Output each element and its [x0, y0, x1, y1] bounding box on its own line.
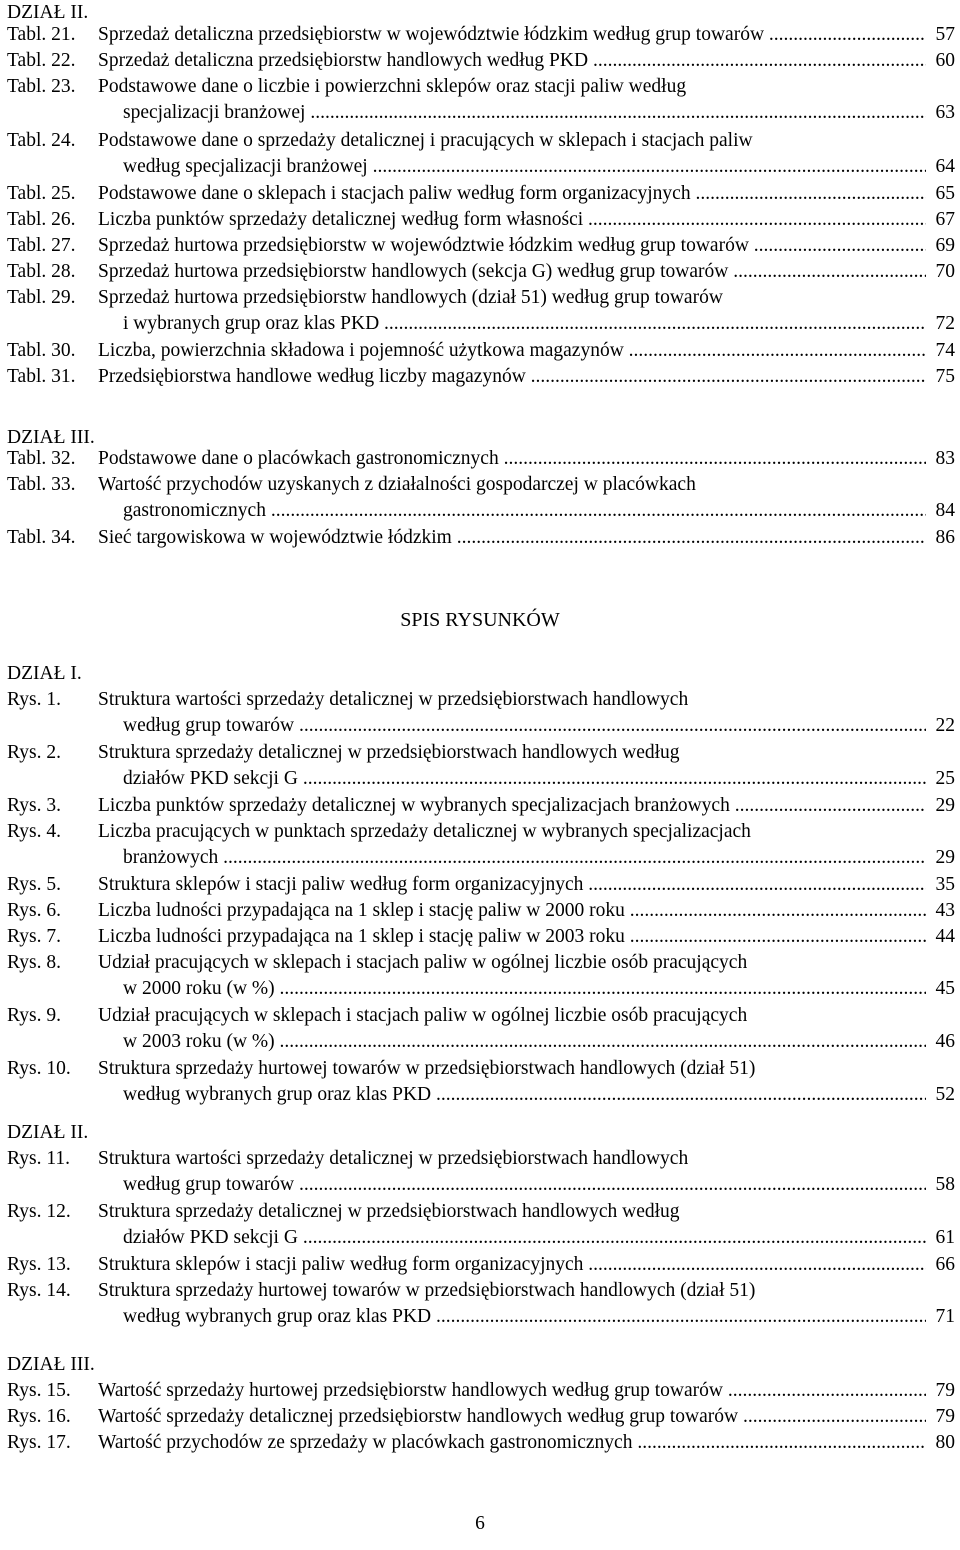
toc-entry-label: Rys. 8. — [7, 952, 61, 973]
toc-entry-label: Tabl. 29. — [7, 287, 76, 308]
toc-entry-title: gastronomicznych ..... — [123, 498, 926, 524]
toc-entry-title: Struktura wartości sprzedaży detalicznej w przedsiębiorstwach handlowych — [98, 1148, 689, 1169]
toc-entry-page-number: 66 — [935, 1254, 955, 1275]
toc-entry-label: Tabl. 25. — [7, 183, 76, 204]
toc-entry-label: Rys. 6. — [7, 900, 61, 921]
toc-entry-label: Tabl. 34. — [7, 527, 76, 548]
toc-entry-label: Rys. 3. — [7, 795, 61, 816]
toc-entry-page-number: 80 — [935, 1432, 955, 1453]
toc-entry-label: Tabl. 22. — [7, 50, 76, 71]
toc-entry-label: Tabl. 24. — [7, 130, 76, 151]
toc-entry-label: Tabl. 27. — [7, 235, 76, 256]
toc-entry-page-number: 84 — [935, 500, 955, 521]
toc-entry-label: Tabl. 33. — [7, 474, 76, 495]
toc-entry-page-number: 29 — [935, 847, 955, 868]
toc-entry-title: Sprzedaż hurtowa przedsiębiorstw handlowych (sekcja G) według grup towarów ..... — [98, 259, 926, 285]
toc-entry-label: Rys. 16. — [7, 1406, 71, 1427]
toc-entry-page-number: 46 — [935, 1031, 955, 1052]
toc-entry-title: Liczba punktów sprzedaży detalicznej w wybranych specjalizacjach branżowych ..... — [98, 793, 926, 819]
toc-entry-title: działów PKD sekcji G ..... — [123, 766, 926, 792]
toc-entry-title: Liczba pracujących w punktach sprzedaży detalicznej w wybranych specjalizacjach — [98, 821, 751, 842]
toc-entry-label: Rys. 4. — [7, 821, 61, 842]
toc-entry-label: Rys. 1. — [7, 689, 61, 710]
list-of-figures-title: SPIS RYSUNKÓW — [400, 609, 560, 631]
toc-entry-title: Sprzedaż detaliczna przedsiębiorstw w województwie łódzkim według grup towarów ..... — [98, 22, 926, 48]
toc-entry-label: Tabl. 30. — [7, 340, 76, 361]
toc-entry-page-number: 43 — [935, 900, 955, 921]
toc-entry-title: Wartość przychodów ze sprzedaży w placówkach gastronomicznych ..... — [98, 1430, 926, 1456]
section-heading-dzial-i: DZIAŁ I. — [7, 663, 82, 684]
toc-entry-label: Rys. 5. — [7, 874, 61, 895]
toc-entry-label: Tabl. 26. — [7, 209, 76, 230]
toc-entry-label: Rys. 15. — [7, 1380, 71, 1401]
toc-entry-title: Sprzedaż detaliczna przedsiębiorstw handlowych według PKD ..... — [98, 48, 926, 74]
toc-entry-title: według specjalizacji branżowej ..... — [123, 154, 926, 180]
toc-entry-title: Sprzedaż hurtowa przedsiębiorstw handlowych (dział 51) według grup towarów — [98, 287, 723, 308]
toc-entry-page-number: 60 — [935, 50, 955, 71]
toc-entry-title: Liczba ludności przypadająca na 1 sklep i stację paliw w 2000 roku ..... — [98, 898, 926, 924]
toc-entry-label: Rys. 9. — [7, 1005, 61, 1026]
toc-entry-label: Rys. 11. — [7, 1148, 70, 1169]
toc-entry-title: według wybranych grup oraz klas PKD ..... — [123, 1082, 926, 1108]
toc-entry-title: Liczba ludności przypadająca na 1 sklep i stację paliw w 2003 roku ..... — [98, 924, 926, 950]
toc-entry-title: według wybranych grup oraz klas PKD ..... — [123, 1304, 926, 1330]
toc-entry-page-number: 63 — [935, 102, 955, 123]
toc-entry-title: Podstawowe dane o placówkach gastronomicznych ..... — [98, 446, 926, 472]
toc-entry-page-number: 65 — [935, 183, 955, 204]
page-number: 6 — [475, 1513, 485, 1534]
toc-entry-title: Przedsiębiorstwa handlowe według liczby magazynów ..... — [98, 364, 926, 390]
toc-entry-page-number: 29 — [935, 795, 955, 816]
toc-entry-label: Rys. 10. — [7, 1058, 71, 1079]
toc-entry-title: Struktura sklepów i stacji paliw według form organizacyjnych ..... — [98, 872, 926, 898]
toc-entry-title: branżowych ..... — [123, 845, 926, 871]
toc-entry-title: Struktura sprzedaży hurtowej towarów w przedsiębiorstwach handlowych (dział 51) — [98, 1058, 756, 1079]
toc-entry-label: Tabl. 21. — [7, 24, 76, 45]
toc-entry-page-number: 86 — [935, 527, 955, 548]
toc-entry-label: Rys. 2. — [7, 742, 61, 763]
toc-entry-page-number: 70 — [935, 261, 955, 282]
toc-entry-title: Sieć targowiskowa w województwie łódzkim ..... — [98, 525, 926, 551]
toc-entry-title: specjalizacji branżowej ..... — [123, 100, 926, 126]
toc-entry-label: Tabl. 23. — [7, 76, 76, 97]
toc-entry-title: w 2003 roku (w %) ..... — [123, 1029, 926, 1055]
toc-entry-label: Tabl. 31. — [7, 366, 76, 387]
toc-entry-title: Struktura sprzedaży detalicznej w przedsiębiorstwach handlowych według — [98, 742, 680, 763]
toc-entry-page-number: 79 — [935, 1406, 955, 1427]
toc-entry-title: Wartość sprzedaży hurtowej przedsiębiorstw handlowych według grup towarów ..... — [98, 1378, 926, 1404]
toc-entry-title: Struktura sklepów i stacji paliw według form organizacyjnych ..... — [98, 1252, 926, 1278]
toc-entry-title: w 2000 roku (w %) ..... — [123, 976, 926, 1002]
toc-entry-title: i wybranych grup oraz klas PKD ..... — [123, 311, 926, 337]
toc-entry-title: Struktura sprzedaży hurtowej towarów w przedsiębiorstwach handlowych (dział 51) — [98, 1280, 756, 1301]
toc-entry-page-number: 45 — [935, 978, 955, 999]
toc-entry-title: Sprzedaż hurtowa przedsiębiorstw w województwie łódzkim według grup towarów ..... — [98, 233, 926, 259]
toc-entry-title: Liczba punktów sprzedaży detalicznej według form własności ..... — [98, 207, 926, 233]
section-heading-dzial-ii-figures: DZIAŁ II. — [7, 1122, 89, 1143]
section-heading-dzial-ii: DZIAŁ II. — [7, 2, 89, 23]
toc-entry-title: Wartość przychodów uzyskanych z działalności gospodarczej w placówkach — [98, 474, 696, 495]
toc-entry-title: Podstawowe dane o liczbie i powierzchni sklepów oraz stacji paliw według — [98, 76, 687, 97]
toc-entry-title: według grup towarów ..... — [123, 1172, 926, 1198]
toc-entry-title: Liczba, powierzchnia składowa i pojemność użytkowa magazynów ..... — [98, 338, 926, 364]
toc-entry-page-number: 79 — [935, 1380, 955, 1401]
toc-entry-label: Rys. 7. — [7, 926, 61, 947]
toc-entry-title: Udział pracujących w sklepach i stacjach paliw w ogólnej liczbie osób pracujących — [98, 1005, 748, 1026]
toc-entry-page-number: 67 — [935, 209, 955, 230]
toc-entry-page-number: 44 — [935, 926, 955, 947]
toc-entry-title: Podstawowe dane o sklepach i stacjach paliw według form organizacyjnych ..... — [98, 181, 926, 207]
toc-entry-page-number: 75 — [935, 366, 955, 387]
toc-entry-page-number: 71 — [935, 1306, 955, 1327]
toc-entry-title: według grup towarów ..... — [123, 713, 926, 739]
toc-entry-label: Tabl. 28. — [7, 261, 76, 282]
toc-entry-title: Struktura sprzedaży detalicznej w przedsiębiorstwach handlowych według — [98, 1201, 680, 1222]
toc-entry-page-number: 83 — [935, 448, 955, 469]
toc-entry-page-number: 57 — [935, 24, 955, 45]
toc-entry-page-number: 74 — [935, 340, 955, 361]
toc-entry-title: Udział pracujących w sklepach i stacjach paliw w ogólnej liczbie osób pracujących — [98, 952, 748, 973]
section-heading-dzial-iii-figures: DZIAŁ III. — [7, 1354, 95, 1375]
toc-entry-page-number: 58 — [935, 1174, 955, 1195]
toc-entry-title: Podstawowe dane o sprzedaży detalicznej i pracujących w sklepach i stacjach paliw — [98, 130, 753, 151]
section-heading-dzial-iii: DZIAŁ III. — [7, 427, 95, 448]
toc-entry-page-number: 25 — [935, 768, 955, 789]
toc-entry-label: Rys. 17. — [7, 1432, 71, 1453]
toc-entry-title: Struktura wartości sprzedaży detalicznej w przedsiębiorstwach handlowych — [98, 689, 689, 710]
toc-entry-page-number: 52 — [935, 1084, 955, 1105]
toc-entry-label: Rys. 12. — [7, 1201, 71, 1222]
toc-entry-page-number: 61 — [935, 1227, 955, 1248]
toc-entry-label: Tabl. 32. — [7, 448, 76, 469]
toc-entry-title: Wartość sprzedaży detalicznej przedsiębiorstw handlowych według grup towarów ..... — [98, 1404, 926, 1430]
toc-entry-page-number: 69 — [935, 235, 955, 256]
toc-entry-label: Rys. 14. — [7, 1280, 71, 1301]
toc-entry-title: działów PKD sekcji G ..... — [123, 1225, 926, 1251]
toc-entry-page-number: 72 — [935, 313, 955, 334]
toc-entry-page-number: 22 — [935, 715, 955, 736]
toc-entry-page-number: 64 — [935, 156, 955, 177]
toc-entry-page-number: 35 — [935, 874, 955, 895]
toc-entry-label: Rys. 13. — [7, 1254, 71, 1275]
